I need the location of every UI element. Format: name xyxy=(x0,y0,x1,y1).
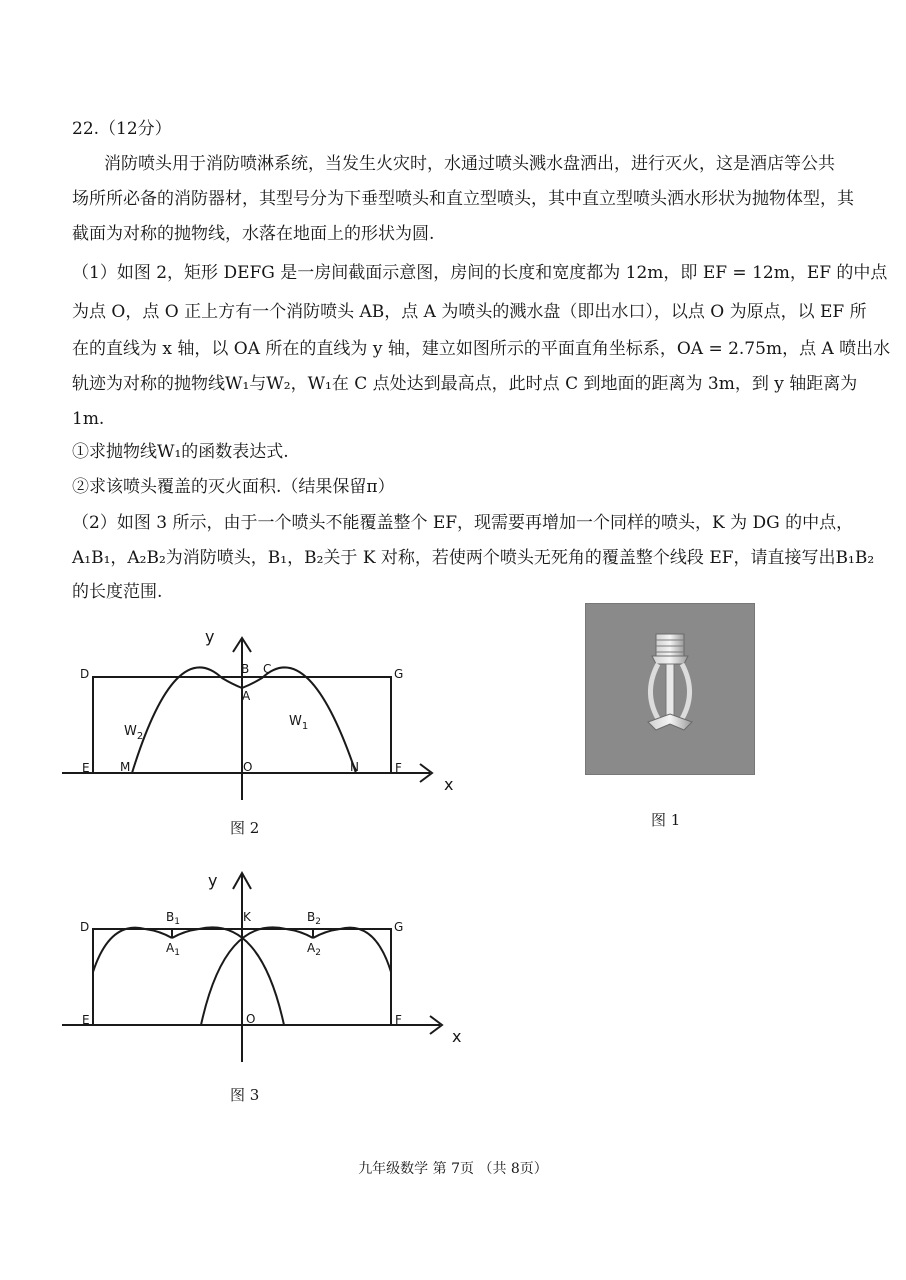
fig2-curve-W2: $W_2$ xyxy=(124,724,144,742)
intro-line-3: 截面为对称的抛物线，水落在地面上的形状为圆. xyxy=(72,224,435,244)
fig2-point-G: G xyxy=(394,667,404,681)
fig3-point-G: G xyxy=(394,920,404,934)
fig2-curve-W1: $W_1$ xyxy=(289,714,309,732)
part1-line-2: 为点 O，点 O 正上方有一个消防喷头 AB，点 A 为喷头的溅水盘（即出水口），以点 O 为原点，以 EF 所 xyxy=(72,302,867,322)
fig3-point-E: E xyxy=(82,1013,90,1027)
question-2: ②求该喷头覆盖的灭火面积.（结果保留π） xyxy=(72,477,395,497)
fig3-point-B2: $B_2$ xyxy=(307,910,321,927)
fig2-point-F: F xyxy=(395,761,402,775)
fig3-point-A2: $A_2$ xyxy=(307,941,321,958)
fig2-point-D: D xyxy=(80,667,90,681)
part1-line-5: 1m. xyxy=(72,409,105,429)
fig3-point-B1: $B_1$ xyxy=(166,910,180,927)
figure-2-diagram xyxy=(60,620,480,820)
fig2-point-M: M xyxy=(120,760,131,774)
fig2-point-O: O xyxy=(243,760,253,774)
intro-line-1: 消防喷头用于消防喷淋系统，当发生火灾时，水通过喷头溅水盘洒出，进行灭火，这是酒店等公共 xyxy=(104,154,835,174)
problem-header: 22.（12分） xyxy=(72,119,172,139)
fig3-point-D: D xyxy=(80,920,90,934)
fig2-x-label: x xyxy=(444,775,454,794)
fig3-point-F: F xyxy=(395,1013,402,1027)
fig2-y-label: y xyxy=(205,627,215,646)
page-footer: 九年级数学 第 7页 （共 8页） xyxy=(358,1161,548,1177)
fig2-point-B: B xyxy=(241,662,250,676)
fig3-y-label: y xyxy=(208,871,218,890)
question-1: ①求抛物线W₁的函数表达式. xyxy=(72,442,289,462)
figure-2-caption: 图 2 xyxy=(230,819,260,837)
figure-1-caption: 图 1 xyxy=(651,811,681,829)
part1-line-4: 轨迹为对称的抛物线W₁与W₂，W₁在 C 点处达到最高点，此时点 C 到地面的距离为 3m，到 y 轴距离为 xyxy=(72,374,858,394)
sprinkler-head-icon xyxy=(586,604,754,774)
part2-line-3: 的长度范围. xyxy=(72,582,163,602)
intro-line-2: 场所所必备的消防器材，其型号分为下垂型喷头和直立型喷头，其中直立型喷头洒水形状为抛物体型，其 xyxy=(72,189,854,209)
figure-3-diagram xyxy=(60,860,480,1070)
fig2-point-N: N xyxy=(350,760,359,774)
part1-line-3: 在的直线为 x 轴，以 OA 所在的直线为 y 轴，建立如图所示的平面直角坐标系，OA = 2.75m，点 A 喷出水 xyxy=(72,339,891,359)
part2-line-2: A₁B₁，A₂B₂为消防喷头，B₁，B₂关于 K 对称，若使两个喷头无死角的覆盖整个线段 EF，请直接写出B₁B₂ xyxy=(72,548,875,568)
part2-line-1: （2）如图 3 所示，由于一个喷头不能覆盖整个 EF，现需要再增加一个同样的喷头，K 为 DG 的中点， xyxy=(72,513,854,533)
fig3-point-O: O xyxy=(246,1012,256,1026)
fig2-point-E: E xyxy=(82,761,90,775)
figure-3-caption: 图 3 xyxy=(230,1086,260,1104)
fig3-point-A1: $A_1$ xyxy=(166,941,180,958)
fig3-point-K: K xyxy=(243,910,251,924)
part1-line-1: （1）如图 2，矩形 DEFG 是一房间截面示意图，房间的长度和宽度都为 12m，即 EF = 12m，EF 的中点 xyxy=(72,263,888,283)
sprinkler-photo xyxy=(585,603,755,775)
fig3-x-label: x xyxy=(452,1027,462,1046)
fig2-point-C: C xyxy=(263,662,272,676)
fig2-point-A: A xyxy=(242,689,251,703)
